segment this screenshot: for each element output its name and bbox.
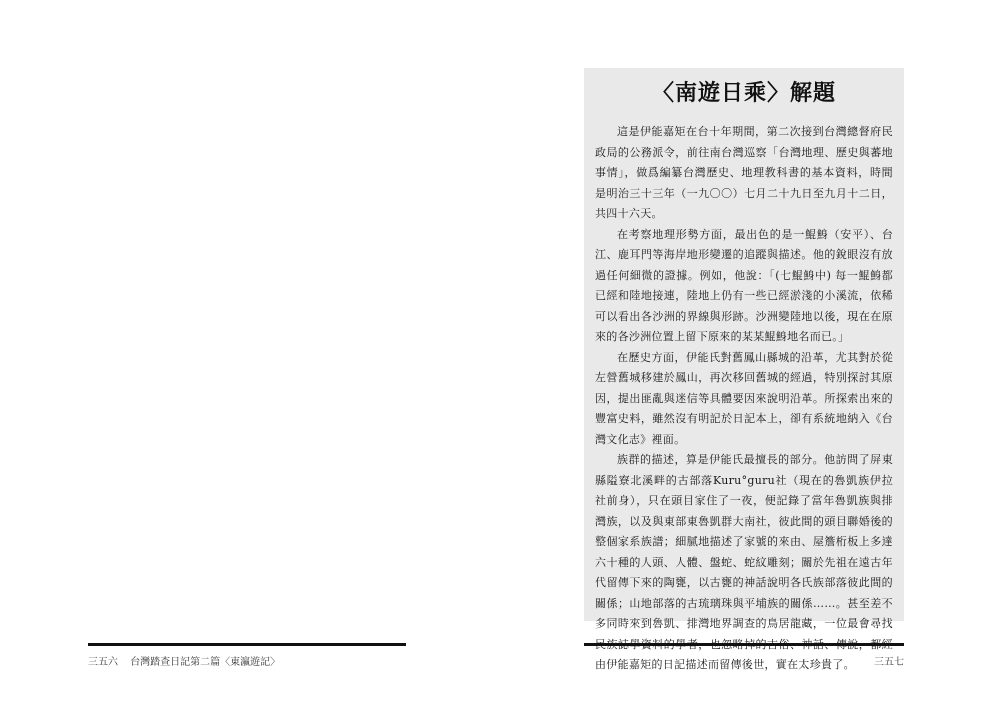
page-number-left: 三五六 [88,657,118,668]
footer-rule-left [88,643,406,646]
footer-rule-right [584,643,904,646]
footer-left [88,653,280,668]
paragraph: 在考察地理形勢方面，最出色的是一鯤鯓（安平）、台江、鹿耳門等海岸地形變遷的追蹤與描述。他的銳眼沒有放過任何細微的證據。例如，他說：「(七鯤鯓中) 每一鯤鯓都已經和陸地接連，陸地上仍有一些已經淤淺的小溪流，依稀可以看出各沙洲的界線與形跡。沙洲變陸地以後，現在在原來的各沙洲位置上留下原來的某某鯤鯓地名而已。」 [595,227,893,343]
page-number-right: 三五七 [874,657,904,668]
right-page [500,0,1000,713]
paragraph: 這是伊能嘉矩在台十年期間，第二次接到台灣總督府民政局的公務派令，前往南台灣巡察「台灣地理、歷史與蕃地事情」，做爲編纂台灣歷史、地理教科書的基本資料，時間是明治三十三年（一九〇〇）七月二十九日至九月十二日，共四十六天。 [595,125,893,220]
paragraph: 在歷史方面，伊能氏對舊鳳山縣城的沿革，尤其對於從左營舊城移建於鳳山，再次移回舊城的經過，特別探討其原因，提出匪亂與迷信等具體要因來說明沿革。所探索出來的豐富史料，雖然沒有明記於日記本上，卻有系統地納入《台灣文化志》裡面。 [595,350,893,446]
section-title: 〈南遊日乘〉解題 [651,80,836,106]
running-title: 台灣踏查日記第二篇〈東瀛遊記〉 [130,657,281,668]
paragraph: 族群的描述，算是伊能氏最擅長的部分。他訪問了屏東縣隘寮北溪畔的古部落Kuru°guru社（現在的魯凱族伊拉社前身），只在頭目家住了一夜，便記錄了當年魯凱族與排灣族，以及與東部東魯凱群大南社，彼此間的頭目聯婚後的整個家系族譜；細膩地描述了家號的來由、屋簷桁板上多達六十種的人頭、人體、盤蛇、蛇紋雕刻；關於先祖在遠古年代留傳下來的陶甕，以古甕的神話說明各氏族部落彼此間的關係；山地部落的古琉璃珠與平埔族的關係……。甚至差不多同時來到魯凱、排灣地界調查的鳥居龍藏，一位最會尋找 由伊能嘉矩的日記描述而留傳後世，實在太珍貴了。 [595,453,893,671]
commentary-body [595,122,893,676]
